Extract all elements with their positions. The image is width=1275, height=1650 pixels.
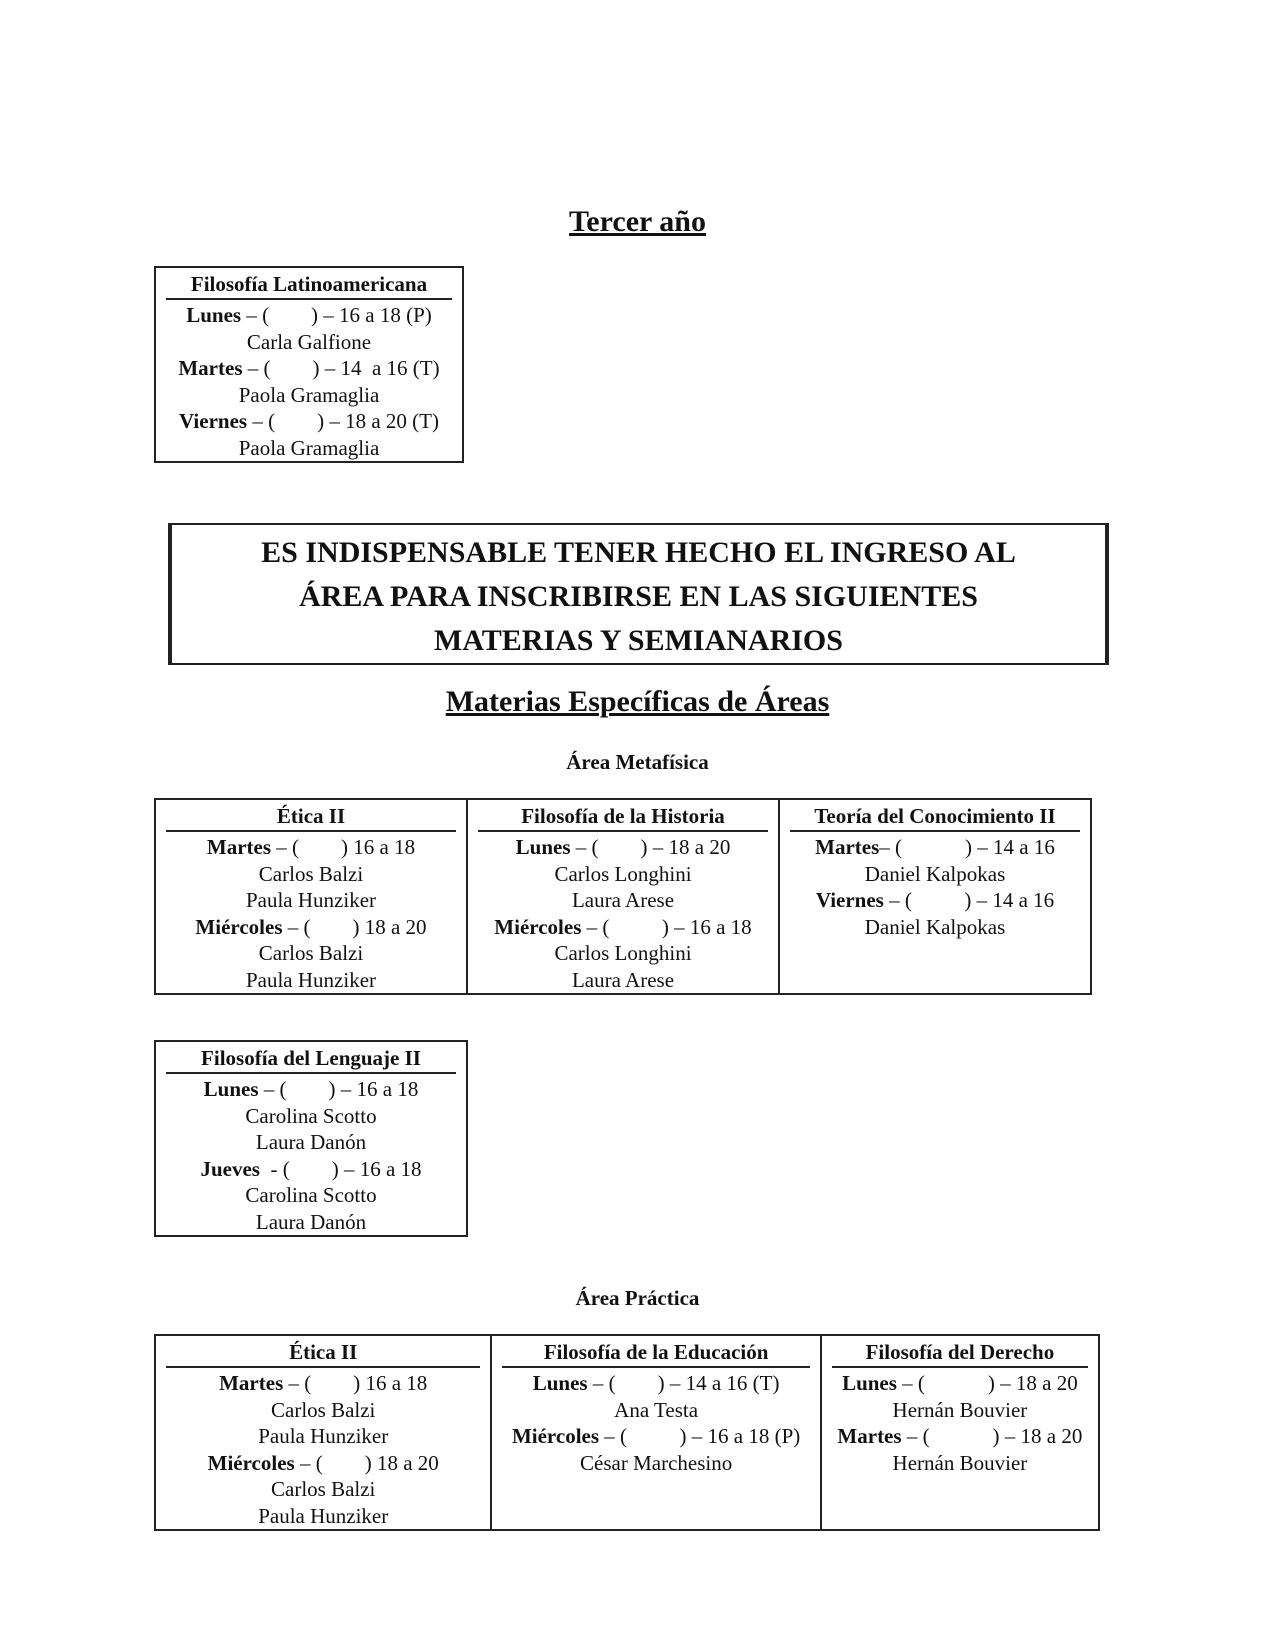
teacher-name: Laura Arese (571, 967, 675, 992)
teacher-name: Laura Danón (255, 1130, 367, 1154)
schedule-time: – ( ) – 16 a 18 (P) (241, 303, 432, 327)
schedule-time: – ( ) 16 a 18 (283, 1371, 428, 1395)
schedule-time: - ( ) – 16 a 18 (259, 1156, 422, 1181)
course-cell (821, 1335, 1099, 1530)
schedule-line (502, 1370, 809, 1397)
course-table-latinoamericana (154, 266, 464, 463)
schedule-day: Viernes (815, 888, 884, 912)
schedule-line (790, 834, 1080, 861)
teacher-name: Laura Danón (255, 1209, 367, 1234)
schedule-time: – ( ) – 14 a 16 (T) (242, 356, 440, 380)
teacher-name: Paola Gramaglia (238, 435, 380, 460)
teacher-name: Hernán Bouvier (892, 1450, 1028, 1475)
schedule-day: Miércoles (207, 1450, 295, 1475)
schedule-day: Miércoles (511, 1424, 600, 1448)
schedule-time: – ( ) 18 a 20 (282, 914, 427, 939)
teacher-name: Carolina Scotto (245, 1183, 377, 1207)
course-name: Filosofía de la Historia (478, 802, 768, 832)
schedule-time: – ( ) – 16 a 18 (258, 1077, 419, 1101)
course-table-practica (154, 1334, 1100, 1531)
schedule-day: Miércoles (494, 914, 582, 939)
schedule-line (166, 408, 452, 435)
schedule-time: – ( ) 16 a 18 (271, 835, 416, 859)
course-name: Ética II (166, 802, 456, 832)
teacher-name: Hernán Bouvier (892, 1397, 1028, 1422)
schedule-time: – ( ) – 18 a 20 (T) (247, 409, 439, 433)
schedule-time: – ( ) 18 a 20 (294, 1450, 439, 1475)
schedule-line (166, 1076, 456, 1103)
schedule-day: Martes (815, 835, 880, 859)
schedule-time: – ( ) – 14 a 16 (883, 888, 1055, 912)
course-table-lenguaje (154, 1040, 468, 1237)
area-title-metafisica: Área Metafísica (566, 750, 709, 774)
schedule-time: – ( ) – 18 a 20 (896, 1371, 1078, 1395)
schedule-time: – ( ) – 18 a 20 (570, 835, 731, 859)
teacher-name: Paula Hunziker (245, 888, 377, 912)
course-cell (779, 799, 1091, 994)
teacher-name: Daniel Kalpokas (864, 861, 1006, 886)
schedule-line (166, 1370, 480, 1397)
course-cell (155, 1335, 491, 1530)
schedule-line (478, 914, 768, 941)
schedule-line (166, 302, 452, 329)
teacher-name: Paula Hunziker (258, 1503, 389, 1528)
notice-line: ÁREA PARA INSCRIBIRSE EN LAS SIGUIENTES (299, 580, 978, 613)
schedule-day: Lunes (532, 1371, 588, 1395)
schedule-line (502, 1423, 809, 1450)
schedule-day: Jueves (200, 1156, 260, 1181)
course-name: Teoría del Conocimiento II (790, 802, 1080, 832)
course-name: Filosofía Latinoamericana (166, 270, 452, 300)
area-title-practica: Área Práctica (575, 1286, 700, 1310)
notice-line: ES INDISPENSABLE TENER HECHO EL INGRESO AL (261, 536, 1016, 569)
notice-line: MATERIAS Y SEMIANARIOS (434, 624, 843, 657)
teacher-name: Carlos Balzi (271, 1477, 376, 1501)
page-title: Tercer año (569, 205, 706, 238)
schedule-time: – ( ) – 18 a 20 (901, 1424, 1083, 1448)
schedule-day: Lunes (842, 1371, 897, 1395)
schedule-line (166, 355, 452, 382)
course-name: Filosofía del Derecho (832, 1338, 1088, 1368)
schedule-day: Lunes (186, 303, 242, 327)
course-name: Filosofía de la Educación (502, 1338, 809, 1368)
schedule-time: – ( ) – 14 a 16 (879, 835, 1055, 859)
teacher-name: Laura Arese (571, 888, 675, 912)
schedule-line (166, 1156, 456, 1183)
schedule-day: Viernes (179, 409, 248, 433)
course-cell (491, 1335, 820, 1530)
schedule-day: Miércoles (195, 914, 283, 939)
teacher-name: Ana Testa (614, 1397, 699, 1422)
schedule-line (478, 834, 768, 861)
schedule-time: – ( ) – 16 a 18 (581, 914, 752, 939)
schedule-day: Lunes (203, 1077, 259, 1101)
schedule-day: Martes (219, 1371, 284, 1395)
teacher-name: Paola Gramaglia (238, 382, 380, 407)
teacher-name: Carlos Balzi (258, 941, 364, 965)
section-title: Materias Específicas de Áreas (445, 685, 830, 718)
schedule-day: Martes (178, 356, 243, 380)
schedule-time: – ( ) – 16 a 18 (P) (599, 1424, 801, 1448)
teacher-name: Paula Hunziker (245, 967, 377, 992)
schedule-day: Martes (206, 835, 272, 859)
teacher-name: Paula Hunziker (258, 1424, 389, 1448)
teacher-name: Daniel Kalpokas (864, 914, 1006, 939)
schedule-time: – ( ) – 14 a 16 (T) (587, 1371, 780, 1395)
schedule-line (832, 1370, 1088, 1397)
schedule-line (166, 1450, 480, 1477)
course-name: Filosofía del Lenguaje II (166, 1044, 456, 1074)
schedule-line (166, 834, 456, 861)
schedule-line (790, 887, 1080, 914)
schedule-line (166, 914, 456, 941)
teacher-name: César Marchesino (580, 1450, 733, 1475)
schedule-day: Martes (837, 1424, 902, 1448)
course-cell (155, 799, 467, 994)
teacher-name: Carlos Balzi (258, 861, 364, 886)
schedule-line (832, 1423, 1088, 1450)
notice-box (168, 523, 1109, 665)
course-cell (467, 799, 779, 994)
teacher-name: Carla Galfione (246, 329, 372, 354)
teacher-name: Carlos Longhini (554, 861, 692, 886)
course-cell (155, 1041, 467, 1236)
teacher-name: Carlos Longhini (554, 941, 692, 965)
teacher-name: Carlos Balzi (271, 1397, 376, 1422)
course-name: Ética II (166, 1338, 480, 1368)
course-table-metafisica (154, 798, 1092, 995)
course-cell (155, 267, 463, 462)
teacher-name: Carolina Scotto (245, 1103, 377, 1128)
schedule-day: Lunes (515, 835, 571, 859)
